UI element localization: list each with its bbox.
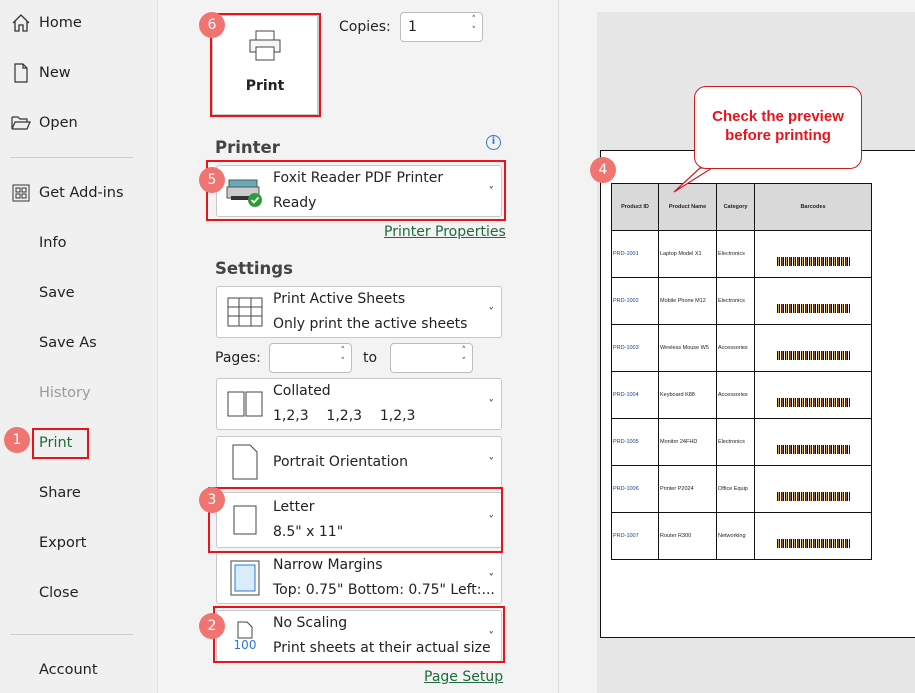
column-header: Product Name — [659, 184, 717, 231]
scaling-title: No Scaling — [273, 615, 348, 631]
sidebar-item-get-add-ins[interactable] — [10, 178, 124, 208]
sidebar-item-info[interactable]: Info — [39, 235, 67, 251]
chevron-down-icon: ˅ — [488, 397, 494, 411]
step-badge: 1 — [4, 427, 30, 453]
margins-title: Narrow Margins — [273, 557, 383, 573]
new-document-icon — [10, 62, 32, 84]
barcode-image — [777, 304, 850, 313]
backstage-sidebar — [0, 0, 158, 693]
table-cell: Mobile Phone M12 — [659, 278, 717, 325]
pages-to-label: to — [363, 350, 378, 366]
printer-ready-icon — [217, 174, 273, 208]
label: New — [39, 65, 71, 81]
table-cell: Wireless Mouse W5 — [659, 325, 717, 372]
open-folder-icon — [10, 114, 32, 132]
sidebar-item-share[interactable]: Share — [39, 485, 81, 501]
chevron-down-icon: ˅ — [488, 184, 494, 198]
spinner-arrows-icon[interactable]: ˄ ˅ — [340, 346, 345, 367]
step-badge: 5 — [199, 167, 225, 193]
barcode-cell — [755, 513, 872, 560]
sidebar-item-history[interactable]: History — [39, 385, 91, 401]
label: Home — [39, 15, 82, 31]
chevron-down-icon: ˅ — [488, 455, 494, 469]
barcode-image — [777, 398, 850, 407]
paper-size-icon — [217, 505, 273, 535]
print-what-title: Print Active Sheets — [273, 291, 406, 307]
table-row — [612, 231, 872, 278]
table-cell: Router R300 — [659, 513, 717, 560]
portrait-page-icon — [217, 444, 273, 480]
barcode-cell — [755, 466, 872, 513]
sidebar-item-close[interactable]: Close — [39, 585, 79, 601]
scaling-dropdown[interactable] — [216, 610, 502, 662]
table-cell: Keyboard K88 — [659, 372, 717, 419]
barcode-image — [777, 257, 850, 266]
chevron-down-icon: ˅ — [488, 513, 494, 527]
barcode-image — [777, 351, 850, 360]
label: Open — [39, 115, 78, 131]
sidebar-item-home[interactable] — [10, 8, 82, 38]
margins-icon — [217, 560, 273, 596]
print-button[interactable] — [212, 15, 318, 115]
collation-sub: 1,2,3 1,2,3 1,2,3 — [273, 408, 416, 424]
table-cell: PRD-1002 — [612, 278, 659, 325]
table-row — [612, 372, 872, 419]
chevron-down-icon: ˅ — [488, 305, 494, 319]
column-header: Product ID — [612, 184, 659, 231]
info-icon[interactable]: i — [486, 135, 501, 150]
print-button-label: Print — [245, 78, 285, 94]
table-cell: Networking — [717, 513, 755, 560]
barcode-image — [777, 445, 850, 454]
no-scaling-icon — [217, 621, 273, 651]
printer-icon — [247, 28, 283, 64]
step-badge: 6 — [199, 12, 225, 38]
table-cell: Laptop Model X1 — [659, 231, 717, 278]
scaling-icon-text: 100 — [233, 638, 257, 652]
printer-heading: Printer — [215, 138, 280, 157]
table-row — [612, 466, 872, 513]
barcode-cell — [755, 325, 872, 372]
sidebar-item-account[interactable]: Account — [39, 662, 98, 678]
scaling-sub: Print sheets at their actual size — [273, 640, 491, 656]
settings-heading: Settings — [215, 259, 293, 278]
paper-size-dropdown[interactable] — [216, 492, 502, 548]
collation-title: Collated — [273, 383, 331, 399]
chevron-down-icon: ˅ — [488, 571, 494, 585]
printer-name: Foxit Reader PDF Printer — [273, 170, 444, 186]
step-badge: 3 — [199, 487, 225, 513]
label: Get Add-ins — [39, 185, 124, 201]
orientation-title: Portrait Orientation — [273, 453, 408, 470]
collated-icon — [217, 390, 273, 418]
printer-status: Ready — [273, 195, 317, 211]
table-cell: Accessories — [717, 372, 755, 419]
barcode-cell — [755, 231, 872, 278]
divider — [10, 634, 133, 635]
print-what-dropdown[interactable] — [216, 286, 502, 338]
step-badge: 4 — [590, 157, 616, 183]
pages-from-input[interactable] — [269, 343, 352, 373]
printer-properties-link[interactable]: Printer Properties — [384, 224, 506, 240]
sidebar-item-save-as[interactable]: Save As — [39, 335, 97, 351]
orientation-dropdown[interactable] — [216, 436, 502, 488]
sidebar-item-save[interactable]: Save — [39, 285, 75, 301]
table-cell: PRD-1007 — [612, 513, 659, 560]
table-cell: PRD-1006 — [612, 466, 659, 513]
spinner-arrows-icon[interactable]: ˄ ˅ — [461, 346, 466, 367]
table-cell: Printer P2024 — [659, 466, 717, 513]
divider — [10, 157, 133, 158]
table-row — [612, 513, 872, 560]
table-cell: PRD-1004 — [612, 372, 659, 419]
barcode-cell — [755, 419, 872, 466]
table-cell: Accessories — [717, 325, 755, 372]
print-what-sub: Only print the active sheets — [273, 316, 468, 332]
sidebar-item-export[interactable]: Export — [39, 535, 87, 551]
sidebar-item-print[interactable]: Print — [39, 435, 73, 451]
barcode-cell — [755, 372, 872, 419]
table-row — [612, 278, 872, 325]
copies-label: Copies: — [339, 19, 391, 35]
collation-dropdown[interactable] — [216, 378, 502, 430]
pages-to-input[interactable] — [390, 343, 473, 373]
table-row — [612, 325, 872, 372]
table-cell: Electronics — [717, 278, 755, 325]
add-ins-icon — [10, 184, 32, 202]
copies-value: 1 — [408, 19, 417, 35]
chevron-down-icon: ˅ — [488, 629, 494, 643]
table-cell: Monitor 24FHD — [659, 419, 717, 466]
margins-dropdown[interactable] — [216, 552, 502, 604]
table-cell: Electronics — [717, 419, 755, 466]
table-cell: PRD-1003 — [612, 325, 659, 372]
preview-callout: Check the preview before printing — [694, 86, 862, 169]
page-setup-link[interactable]: Page Setup — [424, 669, 504, 685]
barcode-cell — [755, 278, 872, 325]
table-row — [612, 419, 872, 466]
barcode-image — [777, 492, 850, 501]
table-cell: Electronics — [717, 231, 755, 278]
column-header: Category — [717, 184, 755, 231]
table-cell: PRD-1005 — [612, 419, 659, 466]
printer-dropdown[interactable] — [216, 165, 502, 217]
table-cell: Office Equip — [717, 466, 755, 513]
barcode-image — [777, 539, 850, 548]
step-badge: 2 — [199, 613, 225, 639]
paper-size-title: Letter — [273, 499, 315, 515]
spinner-arrows-icon[interactable]: ˄ ˅ — [471, 15, 476, 36]
home-icon — [10, 13, 32, 33]
sheet-grid-icon — [217, 297, 273, 327]
column-header: Barcodes — [755, 184, 872, 231]
copies-input[interactable] — [400, 12, 483, 42]
paper-size-sub: 8.5" x 11" — [273, 524, 344, 540]
margins-sub: Top: 0.75" Bottom: 0.75" Left:... — [273, 582, 495, 598]
table-cell: PRD-1001 — [612, 231, 659, 278]
sidebar-item-new[interactable] — [10, 58, 71, 88]
pages-label: Pages: — [215, 350, 261, 366]
sidebar-item-open[interactable] — [10, 108, 78, 138]
preview-table — [611, 183, 872, 560]
